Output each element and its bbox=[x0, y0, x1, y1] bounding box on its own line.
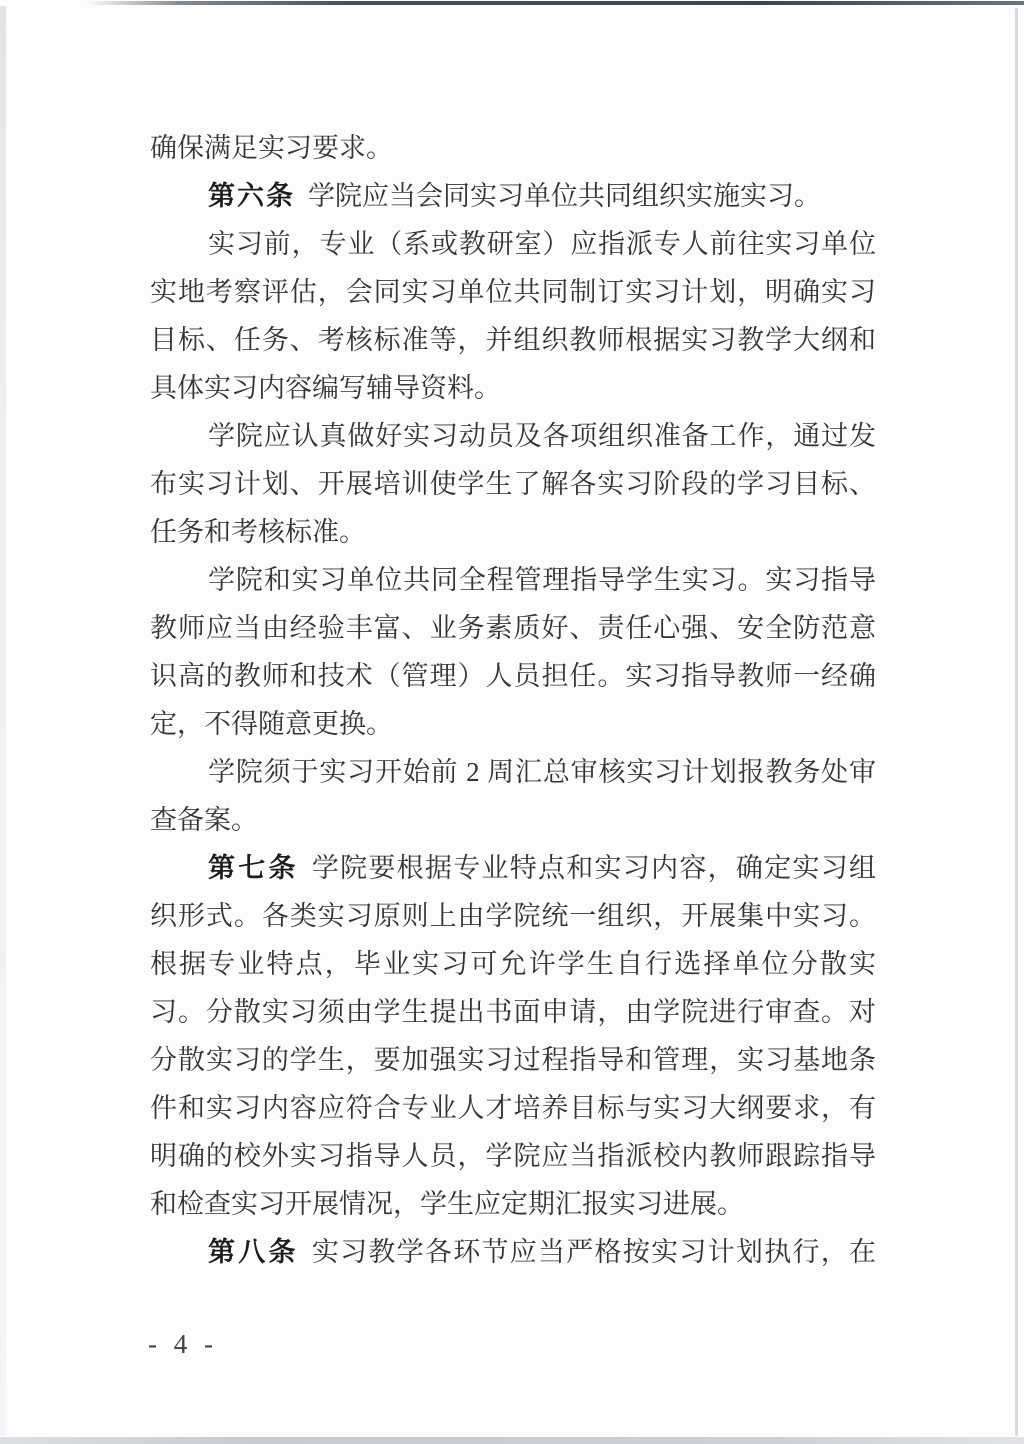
scan-edge-right bbox=[1015, 8, 1018, 1436]
line-text: 学院须于实习开始前 2 周汇总审核实习计划报教务处审 bbox=[208, 757, 876, 787]
line-text: 布实习计划、开展培训使学生了解各实习阶段的学习目标、 bbox=[150, 469, 876, 499]
line-text: 目标、任务、考核标准等，并组织教师根据实习教学大纲和 bbox=[150, 325, 876, 355]
line-text: 实地考察评估，会同实习单位共同制订实习计划，明确实习 bbox=[150, 277, 876, 307]
line-text: 学院应当会同实习单位共同组织实施实习。 bbox=[308, 181, 821, 211]
text-line bbox=[150, 1132, 876, 1180]
line-text: 实习教学各环节应当严格按实习计划执行，在 bbox=[311, 1237, 877, 1267]
article-number-heading: 第七条 bbox=[208, 853, 299, 883]
line-text: 学院要根据专业特点和实习内容，确定实习组 bbox=[311, 853, 877, 883]
text-line bbox=[150, 364, 876, 412]
line-text: 识高的教师和技术（管理）人员担任。实习指导教师一经确 bbox=[150, 661, 876, 691]
text-line bbox=[150, 460, 876, 508]
line-text: 查备案。 bbox=[150, 805, 258, 835]
text-line bbox=[150, 124, 876, 172]
line-text: 根据专业特点，毕业实习可允许学生自行选择单位分散实 bbox=[150, 949, 876, 979]
line-text: 定，不得随意更换。 bbox=[150, 709, 393, 739]
article-number-heading: 第八条 bbox=[208, 1237, 299, 1267]
text-line bbox=[150, 796, 876, 844]
text-line bbox=[150, 700, 876, 748]
document-body-text bbox=[150, 124, 876, 1276]
text-line bbox=[150, 892, 876, 940]
text-line bbox=[150, 988, 876, 1036]
line-text: 教师应当由经验丰富、业务素质好、责任心强、安全防范意 bbox=[150, 613, 876, 643]
line-text: 习。分散实习须由学生提出书面申请，由学院进行审查。对 bbox=[150, 997, 876, 1027]
text-line bbox=[150, 220, 876, 268]
text-line bbox=[150, 844, 876, 892]
scan-edge-left bbox=[0, 6, 6, 1436]
text-line bbox=[150, 1036, 876, 1084]
text-line bbox=[150, 1084, 876, 1132]
text-line bbox=[150, 556, 876, 604]
line-text: 实习前，专业（系或教研室）应指派专人前往实习单位 bbox=[208, 229, 876, 259]
text-line bbox=[150, 268, 876, 316]
line-text: 明确的校外实习指导人员，学院应当指派校内教师跟踪指导 bbox=[150, 1141, 876, 1171]
text-line bbox=[150, 508, 876, 556]
line-text: 学院应认真做好实习动员及各项组织准备工作，通过发 bbox=[208, 421, 876, 451]
text-line bbox=[150, 1180, 876, 1228]
text-line bbox=[150, 172, 876, 220]
line-text: 学院和实习单位共同全程管理指导学生实习。实习指导 bbox=[208, 565, 876, 595]
line-text: 和检查实习开展情况，学生应定期汇报实习进展。 bbox=[150, 1189, 744, 1219]
text-line bbox=[150, 748, 876, 796]
line-text: 分散实习的学生，要加强实习过程指导和管理，实习基地条 bbox=[150, 1045, 876, 1075]
line-text: 具体实习内容编写辅导资料。 bbox=[150, 373, 501, 403]
text-line bbox=[150, 412, 876, 460]
line-text: 确保满足实习要求。 bbox=[150, 133, 393, 163]
text-line bbox=[150, 652, 876, 700]
text-line bbox=[150, 940, 876, 988]
scan-edge-top bbox=[85, 1, 1024, 5]
article-number-heading: 第六条 bbox=[208, 181, 295, 211]
line-text: 件和实习内容应符合专业人才培养目标与实习大纲要求，有 bbox=[150, 1093, 876, 1123]
text-line bbox=[150, 1228, 876, 1276]
page-number: - 4 - bbox=[148, 1329, 218, 1359]
scan-edge-bottom bbox=[0, 1437, 1024, 1444]
line-text: 任务和考核标准。 bbox=[150, 517, 366, 547]
text-line bbox=[150, 604, 876, 652]
text-line bbox=[150, 316, 876, 364]
line-text: 织形式。各类实习原则上由学院统一组织，开展集中实习。 bbox=[150, 901, 876, 931]
